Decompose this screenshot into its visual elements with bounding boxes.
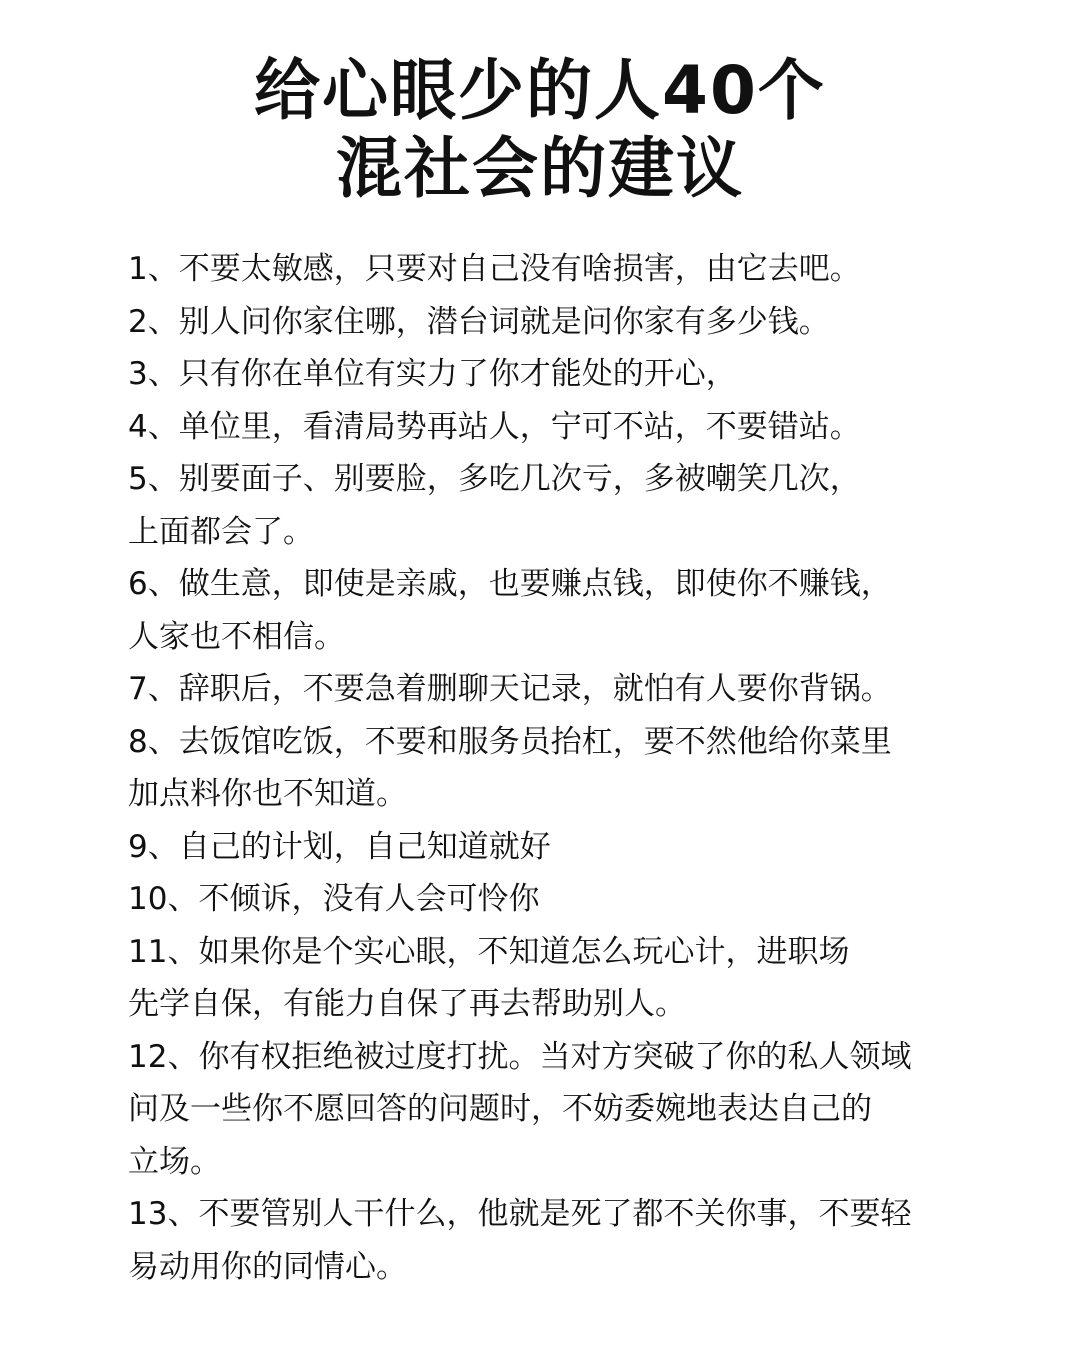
advice-line: 6、做生意，即使是亲戚，也要赚点钱，即使你不赚钱， <box>128 566 892 602</box>
advice-item-12 <box>128 1031 1008 1189</box>
page-title-line-1: 给心眼少的人40个 <box>254 52 826 129</box>
advice-line: 9、自己的计划，自己知道就好 <box>128 828 551 865</box>
advice-line: 上面都会了。 <box>128 513 314 550</box>
advice-item-10 <box>128 873 1008 926</box>
advice-item-9 <box>128 821 1008 874</box>
advice-item-13 <box>128 1188 1008 1293</box>
advice-line: 8、去饭馆吃饭，不要和服务员抬杠，要不然他给你菜里 <box>128 723 892 760</box>
advice-item-8 <box>128 716 1008 821</box>
advice-line: 2、别人问你家住哪，潜台词就是问你家有多少钱。 <box>128 303 830 340</box>
page-title <box>0 52 1080 208</box>
advice-line: 加点料你也不知道。 <box>128 776 407 812</box>
advice-item-7 <box>128 663 1008 716</box>
advice-line: 人家也不相信。 <box>128 618 345 655</box>
advice-line: 5、别要面子、别要脸，多吃几次亏，多被嘲笑几次， <box>128 461 861 497</box>
advice-line: 12、你有权拒绝被过度打扰。当对方突破了你的私人领域 <box>128 1038 912 1075</box>
advice-list <box>128 243 1008 1293</box>
advice-item-11 <box>128 926 1008 1031</box>
advice-item-1 <box>128 243 1008 296</box>
advice-item-4 <box>128 401 1008 454</box>
advice-item-6 <box>128 558 1008 663</box>
advice-line: 问及一些你不愿回答的问题时，不妨委婉地表达自己的 <box>128 1091 872 1127</box>
advice-line: 3、只有你在单位有实力了你才能处的开心， <box>128 356 737 392</box>
advice-line: 立场。 <box>128 1143 221 1180</box>
advice-line: 11、如果你是个实心眼，不知道怎么玩心计，进职场 <box>128 933 850 970</box>
advice-line: 1、不要太敏感，只要对自己没有啥损害，由它去吧。 <box>128 251 861 287</box>
advice-line: 7、辞职后，不要急着删聊天记录，就怕有人要你背锅。 <box>128 671 892 707</box>
advice-line: 易动用你的同情心。 <box>128 1248 407 1285</box>
advice-line: 10、不倾诉，没有人会可怜你 <box>128 881 540 917</box>
advice-line: 先学自保，有能力自保了再去帮助别人。 <box>128 986 686 1022</box>
advice-line: 4、单位里，看清局势再站人，宁可不站，不要错站。 <box>128 408 861 445</box>
advice-item-2 <box>128 296 1008 349</box>
advice-item-5 <box>128 453 1008 558</box>
advice-line: 13、不要管别人干什么，他就是死了都不关你事，不要轻 <box>128 1196 912 1232</box>
advice-item-3 <box>128 348 1008 401</box>
page-title-line-2: 混社会的建议 <box>336 130 744 207</box>
